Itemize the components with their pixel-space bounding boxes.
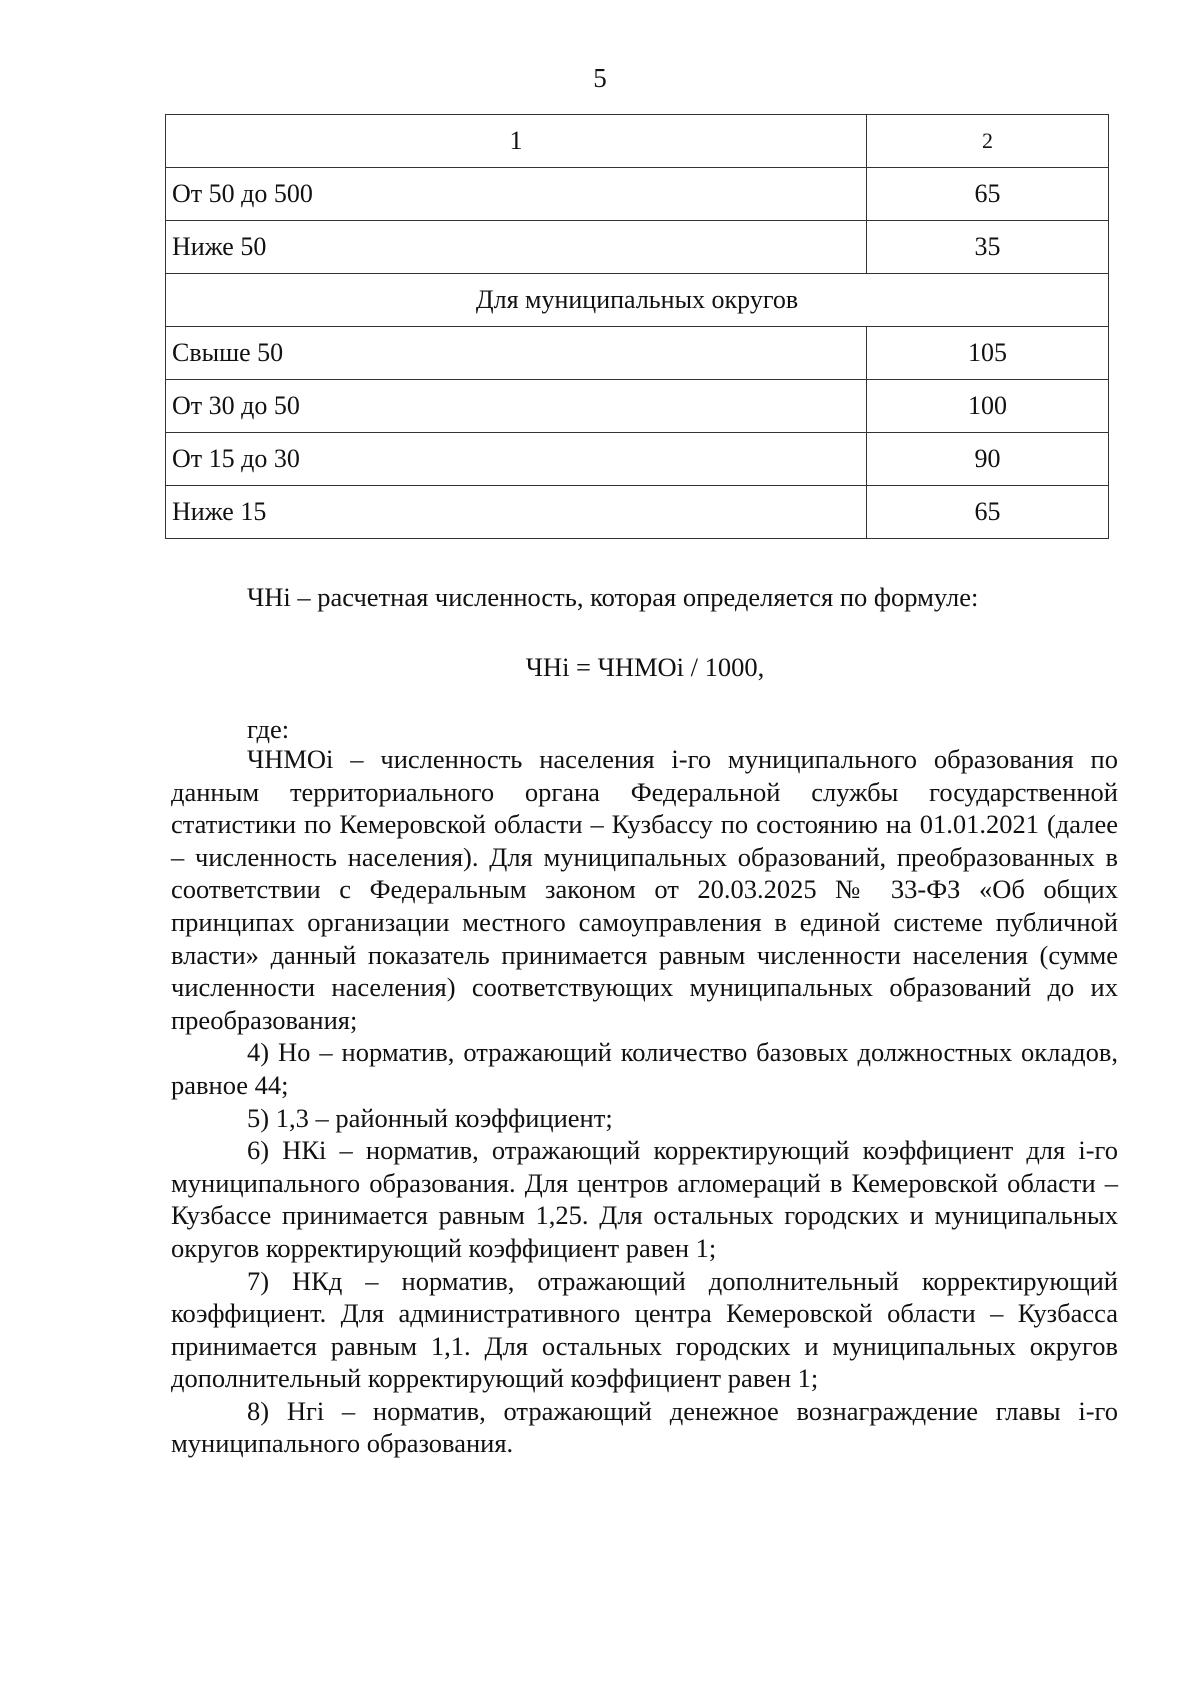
table-header-cell-1: 1 bbox=[166, 115, 867, 168]
formula: ЧНi = ЧНМОi / 1000, bbox=[525, 652, 765, 682]
table-row bbox=[166, 168, 1109, 221]
paragraph-item-5: 5) 1,3 – районный коэффициент; bbox=[247, 1102, 613, 1133]
table-row bbox=[166, 380, 1109, 433]
table-header-row bbox=[166, 115, 1109, 168]
table-section-title: Для муниципальных округов bbox=[166, 274, 1109, 327]
norm-table bbox=[165, 114, 1109, 539]
table-row bbox=[166, 433, 1109, 486]
table-section-row bbox=[166, 274, 1109, 327]
table-cell-value: 100 bbox=[867, 380, 1109, 433]
table-cell-label: От 30 до 50 bbox=[166, 380, 867, 433]
table-cell-label: От 15 до 30 bbox=[166, 433, 867, 486]
page-number: 5 bbox=[593, 63, 607, 93]
paragraph-item-6: 6) НКi – норматив, отражающий корректирующий коэффициент для i-го муниципального образования. Для центров агломераций в Кемеровской области – Кузбассе принимается равным 1,25. Для остальных городских и муниципальных округов корректирующий коэффициент равен 1; bbox=[171, 1135, 1118, 1263]
formula-intro: ЧНi – расчетная численность, которая определяется по формуле: bbox=[247, 582, 979, 612]
table-row bbox=[166, 221, 1109, 274]
table-cell-value: 105 bbox=[867, 327, 1109, 380]
paragraph-item-8: 8) Нгi – норматив, отражающий денежное вознаграждение главы i-го муниципального образования. bbox=[171, 1395, 1118, 1459]
paragraph-item-4: 4) Но – норматив, отражающий количество базовых должностных окладов, равное 44; bbox=[171, 1037, 1118, 1100]
table-cell-value: 90 bbox=[867, 433, 1109, 486]
table-row bbox=[166, 327, 1109, 380]
table-cell-label: От 50 до 500 bbox=[166, 168, 867, 221]
paragraph-chnmo: ЧНМОi – численность населения i-го муниципального образования по данным территориального органа Федеральной службы государственной статистики по Кемеровской области – Кузбассу по состоянию на 01.01.2021 (далее – численность населения). Для муниципальных образований, преобразованных в соответствии с Федеральным законом от 20.03.2025 № 33-ФЗ «Об общих принципах организации местного самоуправления в единой системе публичной власти» данный показатель принимается равным численности населения (сумме численности населения) соответствующих муниципальных образований до их преобразования; bbox=[171, 744, 1118, 1035]
table-cell-value: 65 bbox=[867, 168, 1109, 221]
table-header-cell-2: 2 bbox=[867, 115, 1109, 168]
table-cell-label: Ниже 15 bbox=[166, 486, 867, 539]
where-label: где: bbox=[247, 714, 290, 744]
table-row bbox=[166, 486, 1109, 539]
definitions-text bbox=[171, 743, 1118, 1460]
paragraph-item-7: 7) НКд – норматив, отражающий дополнительный корректирующий коэффициент. Для административного центра Кемеровской области – Кузбасса принимается равным 1,1. Для остальных городских и муниципальных округов дополнительный корректирующий коэффициент равен 1; bbox=[171, 1265, 1118, 1394]
table-cell-value: 65 bbox=[867, 486, 1109, 539]
table-cell-value: 35 bbox=[867, 221, 1109, 274]
table-cell-label: Свыше 50 bbox=[166, 327, 867, 380]
table-cell-label: Ниже 50 bbox=[166, 221, 867, 274]
